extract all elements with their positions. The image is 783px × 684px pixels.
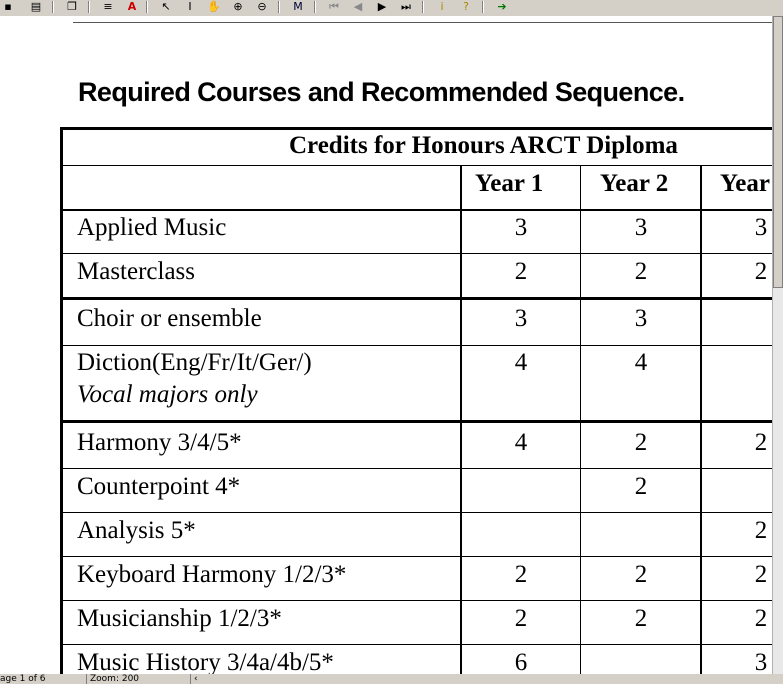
table-border-left — [60, 127, 63, 674]
toolbar-separator — [314, 1, 316, 13]
credit-value: 2 — [754, 605, 768, 632]
save-icon[interactable]: ▪ — [4, 0, 12, 13]
text-tool-icon[interactable]: A — [127, 0, 137, 13]
course-note: Vocal majors only — [77, 381, 258, 408]
toolbar-separator — [88, 1, 90, 13]
course-name: Counterpoint 4* — [77, 473, 241, 500]
credit-value: 2 — [754, 561, 768, 588]
table-rule — [63, 600, 772, 601]
table-rule — [63, 345, 772, 346]
zoom-indicator: Zoom: 200 — [86, 674, 139, 684]
text-cursor-icon[interactable]: I — [188, 0, 192, 13]
pointer-icon[interactable]: ↖ — [161, 0, 171, 13]
credit-value: 2 — [754, 258, 768, 285]
credit-value: 4 — [634, 349, 648, 376]
credit-value: 3 — [514, 214, 528, 241]
status-bar — [0, 674, 783, 684]
page-heading: Required Courses and Recommended Sequence. — [78, 77, 685, 107]
text-select-icon[interactable]: ≡ — [103, 0, 113, 13]
hand-icon[interactable]: ✋ — [207, 0, 221, 13]
table-rule-thick — [60, 420, 772, 423]
table-rule — [60, 209, 772, 211]
credit-value: 4 — [514, 429, 528, 456]
help-icon[interactable]: ? — [463, 0, 469, 13]
toolbar — [0, 0, 783, 16]
scrollbar-thumb[interactable] — [773, 16, 783, 288]
column-divider — [700, 165, 702, 674]
info-icon[interactable]: i — [440, 0, 444, 13]
credit-value: 2 — [514, 561, 528, 588]
credit-value: 2 — [514, 258, 528, 285]
credit-value: 2 — [754, 429, 768, 456]
credit-value: 2 — [514, 605, 528, 632]
credit-value: 3 — [634, 214, 648, 241]
column-header-year-3: Year — [720, 170, 770, 197]
toolbar-separator — [52, 1, 54, 13]
credit-value: 3 — [634, 305, 648, 332]
course-name: Keyboard Harmony 1/2/3* — [77, 561, 347, 588]
column-divider — [460, 165, 462, 674]
table-rule-thick — [60, 297, 772, 300]
table-rule — [63, 556, 772, 557]
table-rule — [63, 512, 772, 513]
table-rule — [63, 468, 772, 469]
credit-value: 2 — [634, 561, 648, 588]
vertical-scrollbar[interactable] — [772, 16, 783, 674]
course-name: Musicianship 1/2/3* — [77, 605, 282, 632]
course-name: Masterclass — [77, 258, 196, 285]
credit-value: 2 — [634, 605, 648, 632]
credit-value: 2 — [754, 517, 768, 544]
credits-table — [60, 127, 772, 674]
next-page-icon[interactable]: ▶ — [377, 0, 387, 13]
credit-value: 2 — [634, 429, 648, 456]
course-name: Music History 3/4a/4b/5* — [77, 649, 334, 674]
last-page-icon[interactable]: ⏭ — [401, 0, 411, 13]
column-divider — [580, 165, 581, 674]
table-rule — [63, 644, 772, 645]
toolbar-separator — [482, 1, 484, 13]
print-icon[interactable]: ▤ — [30, 0, 42, 13]
credit-value: 4 — [514, 349, 528, 376]
table-rule — [63, 165, 772, 166]
course-name: Applied Music — [77, 214, 227, 241]
column-header-year-2: Year 2 — [600, 170, 669, 197]
credit-value: 3 — [514, 305, 528, 332]
first-page-icon[interactable]: ⏮ — [329, 0, 339, 13]
scroll-left-icon[interactable]: ‹ — [190, 674, 198, 684]
credit-value: 2 — [634, 258, 648, 285]
course-name: Analysis 5* — [77, 517, 196, 544]
credit-value: 2 — [634, 473, 648, 500]
document-page — [0, 16, 772, 674]
credit-value: 6 — [514, 649, 528, 674]
page-indicator: age 1 of 6 — [0, 674, 46, 684]
table-rule — [63, 253, 772, 254]
page-top-rule — [73, 22, 772, 23]
credit-value: 3 — [754, 649, 768, 674]
table-title: Credits for Honours ARCT Diploma — [289, 132, 678, 159]
credit-value: 3 — [754, 214, 768, 241]
course-name: Harmony 3/4/5* — [77, 429, 242, 456]
zoom-out-icon[interactable]: ⊖ — [257, 0, 267, 13]
prev-page-icon[interactable]: ◀ — [353, 0, 363, 13]
copy-icon[interactable]: ❐ — [67, 0, 77, 13]
toolbar-separator — [422, 1, 424, 13]
zoom-in-icon[interactable]: ⊕ — [233, 0, 243, 13]
toolbar-separator — [278, 1, 280, 13]
toolbar-separator — [146, 1, 148, 13]
exit-icon[interactable]: ➔ — [497, 0, 507, 13]
course-name: Choir or ensemble — [77, 305, 262, 332]
table-border-top — [60, 127, 772, 130]
column-header-year-1: Year 1 — [475, 170, 544, 197]
find-icon[interactable]: M — [293, 0, 303, 13]
course-name: Diction(Eng/Fr/It/Ger/) — [77, 349, 312, 376]
